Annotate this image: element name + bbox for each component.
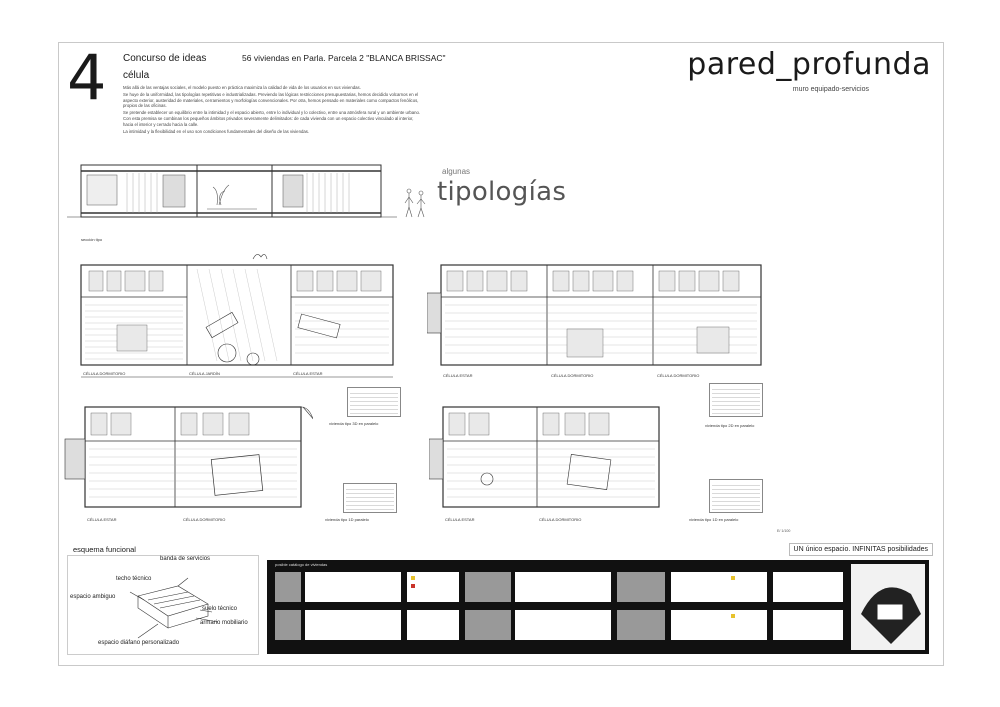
catalogo-title: posible catálogo de viviendas xyxy=(275,562,328,567)
catalogo-thumb xyxy=(305,610,401,640)
cell-label: CÉLULA DORMITORIO xyxy=(183,517,226,522)
intro-paragraph: Se pretende establecer un equilibrio entre la intimidad y el espacio abierto, entre lo individual y lo colectivo, entre una atmósfera rural y un ambiente urbano. Con esta premisa se combinan los pequeños ámbitos privados severamente delimitados: de cada vivienda con un espacio colectivo vinculado al interior, hacia el interior y cerrado hacia la calle. xyxy=(123,110,421,127)
area-table xyxy=(709,383,763,417)
plan-caption: vivienda tipo 1D paralelo xyxy=(325,517,369,522)
project-title: 56 viviendas en Parla. Parcela 2 "BLANCA BRISSAC" xyxy=(242,53,446,63)
catalogo-strip xyxy=(267,560,929,654)
esquema-diagram xyxy=(67,555,259,655)
building-section-drawing xyxy=(67,161,397,223)
tipologias-title: tipologías xyxy=(437,177,567,207)
catalogo-thumb xyxy=(773,572,843,602)
esquema-title: esquema funcional xyxy=(73,545,136,554)
sheet-subtitle: célula xyxy=(123,70,150,81)
catalogo-thumb xyxy=(617,610,665,640)
area-table xyxy=(709,479,763,513)
section-label: sección tipo xyxy=(81,237,103,242)
label-ambiguo: espacio ambiguo xyxy=(70,594,116,600)
catalogo-thumb xyxy=(515,610,611,640)
sheet-number: 4 xyxy=(67,41,107,114)
plan-caption: vivienda tipo 2D en paralelo xyxy=(705,423,755,428)
yellow-marker-icon xyxy=(731,614,735,618)
intro-paragraph: Más allá de las ventajas sociales, el modelo puesto en práctica maximiza la calidad de vida de los usuarios en sus viviendas. xyxy=(123,85,361,90)
red-marker-icon xyxy=(411,584,415,588)
label-suelo: suelo técnico xyxy=(202,606,238,612)
floor-plan-3d xyxy=(77,249,399,389)
brand-title: pared_profunda xyxy=(687,47,931,82)
label-armario: armario mobiliario xyxy=(200,620,248,626)
yellow-marker-icon xyxy=(731,576,735,580)
tipologias-pre: algunas xyxy=(442,167,471,176)
presentation-sheet xyxy=(58,42,944,666)
cell-label: CÉLULA ESTAR xyxy=(293,371,323,376)
catalogo-thumb xyxy=(465,572,511,602)
catalogo-thumb xyxy=(671,610,767,640)
brand-subtitle: muro equipado-servicios xyxy=(792,86,869,93)
floor-plan-1d-left xyxy=(63,397,313,531)
label-diafano: espacio diáfano personalizado xyxy=(98,640,180,646)
cell-label: CÉLULA DORMITORIO xyxy=(539,517,582,522)
label-banda: banda de servicios xyxy=(160,556,211,562)
tagline: UN único espacio. INFINITAS posibilidades xyxy=(789,543,933,556)
cell-label: CÉLULA DORMITORIO xyxy=(551,373,594,378)
catalogo-thumb xyxy=(773,610,843,640)
floor-plan-1d-right xyxy=(429,397,669,531)
cell-label: CÉLULA DORMITORIO xyxy=(83,371,126,376)
catalogo-thumb xyxy=(671,572,767,602)
cell-label: CÉLULA DORMITORIO xyxy=(657,373,700,378)
scale-label: E/ 1/100 xyxy=(777,529,791,533)
intro-text xyxy=(123,85,423,136)
hand-model-illustration xyxy=(851,564,925,650)
intro-paragraph: La intimidad y la flexibilidad en el uso son condiciones fundamentales del diseño de las viviendas. xyxy=(123,128,310,134)
catalogo-photo xyxy=(851,564,925,650)
catalogo-thumb xyxy=(617,572,665,602)
catalogo-thumb xyxy=(465,610,511,640)
yellow-marker-icon xyxy=(411,576,415,580)
floor-plan-2d xyxy=(427,249,767,389)
catalogo-thumb xyxy=(275,610,301,640)
human-figures-icon xyxy=(399,183,439,223)
catalogo-thumb xyxy=(515,572,611,602)
cell-label: CÉLULA JARDÍN xyxy=(189,371,220,376)
competition-title: Concurso de ideas xyxy=(123,53,207,64)
cell-label: CÉLULA ESTAR xyxy=(87,517,117,522)
cell-label: CÉLULA ESTAR xyxy=(443,373,473,378)
catalogo-thumb xyxy=(407,610,459,640)
area-table xyxy=(347,387,401,417)
catalogo-thumb xyxy=(275,572,301,602)
plan-caption: vivienda tipo 1D en paralelo xyxy=(689,517,739,522)
intro-paragraph: Se huye de la uniformidad, las tipologías repetitivas e industrializadas. Previendo las lógicas restricciones presupuestarias, hemos decidido volcarnos en el aspecto exterior, austeridad de materiales, cerramientos y morfologías convencionales. Por otra, hemos pensado en materiales como compactos fenólicos, propios de las oficinas. xyxy=(123,92,419,109)
area-table xyxy=(343,483,397,513)
label-techo: techo técnico xyxy=(116,576,152,582)
plan-caption: vivienda tipo 3D en paralelo xyxy=(329,421,379,426)
cell-label: CÉLULA ESTAR xyxy=(445,517,475,522)
catalogo-thumb xyxy=(305,572,401,602)
